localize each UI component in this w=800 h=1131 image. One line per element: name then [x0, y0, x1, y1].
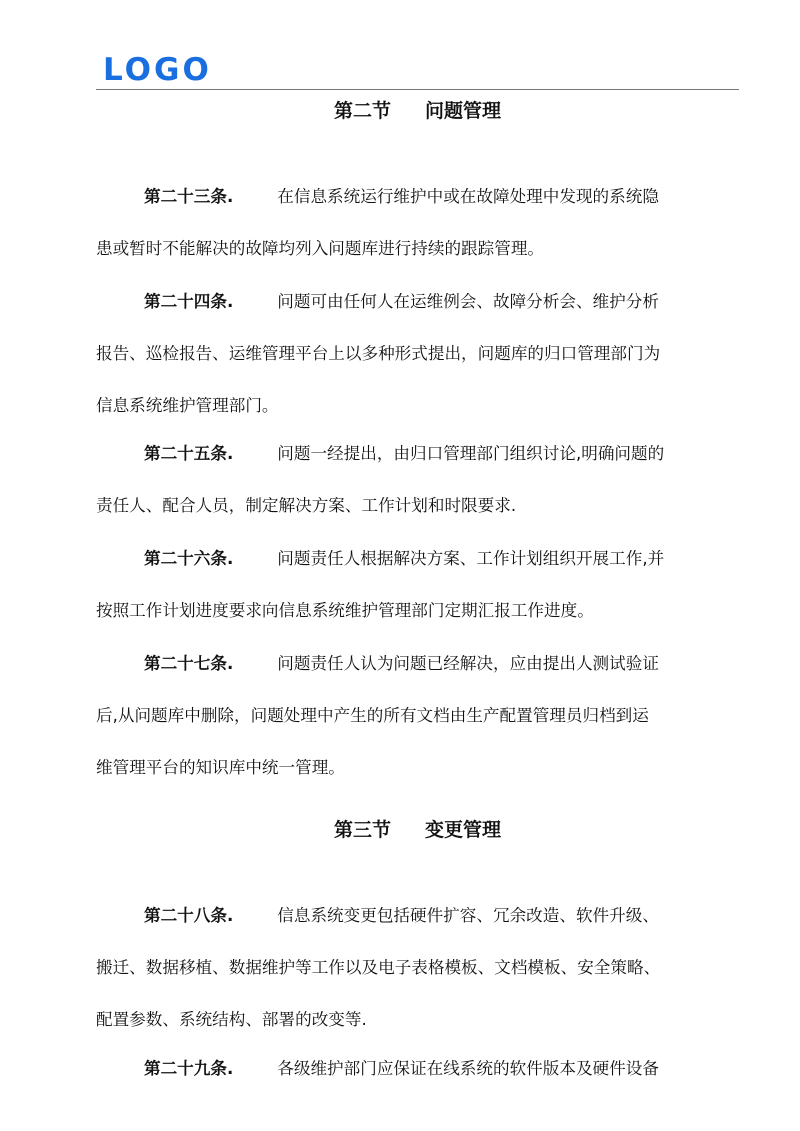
- article-line: 维管理平台的知识库中统一管理。: [96, 758, 345, 777]
- section-name: 问题管理: [425, 100, 502, 122]
- article: [96, 276, 739, 432]
- article-text: 问题责任人根据解决方案、工作计划组织开展工作,并: [277, 549, 665, 568]
- article-number: 第二十三条.: [144, 187, 234, 206]
- article-line: [96, 428, 739, 480]
- article: [96, 890, 739, 1046]
- section-number: 第二节: [333, 100, 391, 122]
- article-number: 第二十七条.: [144, 654, 234, 673]
- article-line: 配置参数、系统结构、部署的改变等.: [96, 1010, 367, 1029]
- article-number: 第二十九条.: [144, 1059, 234, 1078]
- article: [96, 638, 739, 794]
- article: [96, 171, 739, 275]
- header-divider: [96, 89, 739, 90]
- article-text: 在信息系统运行维护中或在故障处理中发现的系统隐: [277, 187, 659, 206]
- article: [96, 428, 739, 532]
- article-line: [96, 890, 739, 942]
- article-line: 责任人、配合人员，制定解决方案、工作计划和时限要求.: [96, 496, 517, 515]
- article-line: 报告、巡检报告、运维管理平台上以多种形式提出，问题库的归口管理部门为: [96, 344, 661, 363]
- article-line: 后,从问题库中删除，问题处理中产生的所有文档由生产配置管理员归档到运: [96, 706, 649, 725]
- article-number: 第二十六条.: [144, 549, 234, 568]
- section-title: [96, 815, 739, 845]
- article: [96, 533, 739, 637]
- article-text: 各级维护部门应保证在线系统的软件版本及硬件设备: [277, 1059, 659, 1078]
- article-line: [96, 638, 739, 690]
- article: [96, 1043, 739, 1095]
- article-number: 第二十五条.: [144, 444, 234, 463]
- article-line: 信息系统维护管理部门。: [96, 396, 279, 415]
- article-text: 问题可由任何人在运维例会、故障分析会、维护分析: [277, 292, 659, 311]
- article-line: [96, 533, 739, 585]
- logo: LOGO: [103, 52, 212, 88]
- section-title: [96, 96, 739, 126]
- article-line: 搬迁、数据移植、数据维护等工作以及电子表格模板、文档模板、安全策略、: [96, 958, 661, 977]
- section-name: 变更管理: [425, 819, 502, 841]
- article-line: [96, 276, 739, 328]
- article-line: [96, 1043, 739, 1095]
- article-line: 按照工作计划进度要求向信息系统维护管理部门定期汇报工作进度。: [96, 601, 594, 620]
- article-number: 第二十四条.: [144, 292, 234, 311]
- article-line: 患或暂时不能解决的故障均列入问题库进行持续的跟踪管理。: [96, 239, 545, 258]
- section-number: 第三节: [333, 819, 391, 841]
- article-text: 信息系统变更包括硬件扩容、冗余改造、软件升级、: [277, 906, 659, 925]
- article-number: 第二十八条.: [144, 906, 234, 925]
- article-line: [96, 171, 739, 223]
- article-text: 问题一经提出，由归口管理部门组织讨论,明确问题的: [277, 444, 665, 463]
- article-text: 问题责任人认为问题已经解决，应由提出人测试验证: [277, 654, 659, 673]
